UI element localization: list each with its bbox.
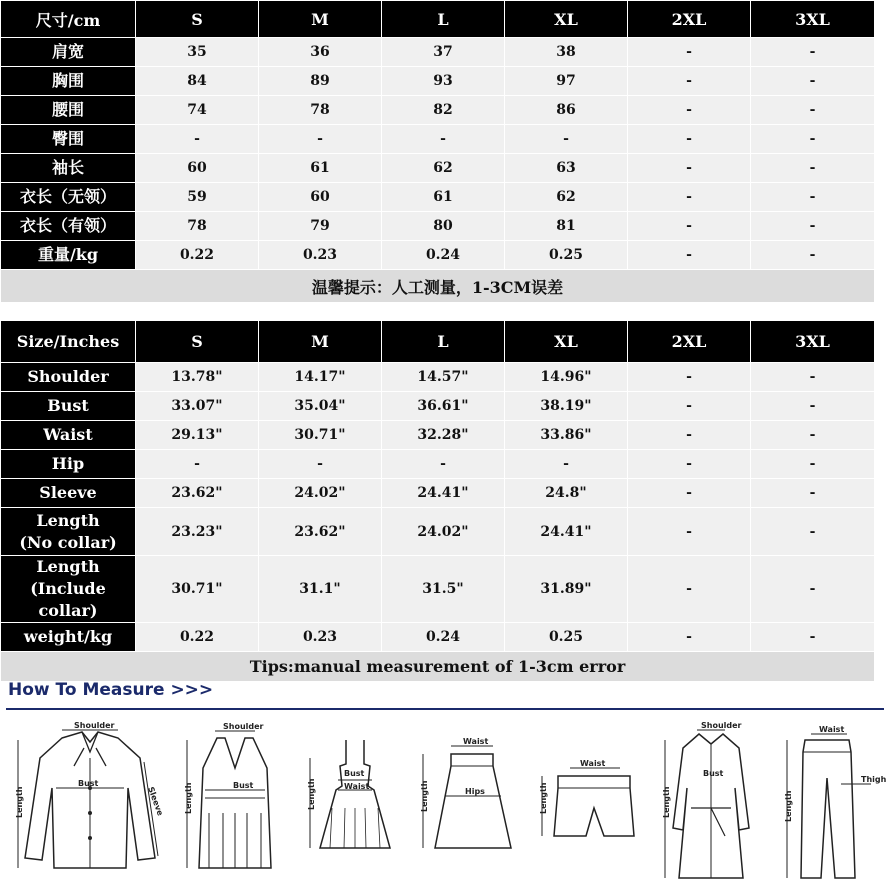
row-label: 重量/kg — [37, 245, 99, 264]
value-cell: - — [628, 392, 751, 421]
row-label-cell — [1, 363, 136, 392]
value-cell: 37 — [382, 38, 505, 67]
value-cell: - — [628, 241, 751, 270]
table-row — [1, 38, 875, 67]
value-cell: - — [751, 154, 875, 183]
pants-figure — [775, 718, 889, 888]
value-cell: 89 — [259, 67, 382, 96]
tip-text: Tips:manual measurement of 1-3cm error — [1, 652, 875, 682]
table-row — [1, 96, 875, 125]
table-row — [1, 154, 875, 183]
value-cell: 35.04" — [259, 392, 382, 421]
value-cell: - — [382, 125, 505, 154]
value-cell: - — [628, 421, 751, 450]
size-table-inches — [0, 320, 875, 682]
row-label: Shoulder — [27, 367, 109, 386]
value-cell: - — [751, 450, 875, 479]
table-row — [1, 241, 875, 270]
value-cell: 24.41" — [382, 479, 505, 508]
value-cell: 0.22 — [136, 241, 259, 270]
value-cell: 78 — [136, 212, 259, 241]
value-cell: 97 — [505, 67, 628, 96]
fig-label: Length — [307, 778, 316, 810]
row-label: weight/kg — [23, 627, 113, 646]
row-label-cell — [1, 38, 136, 67]
value-cell: - — [382, 450, 505, 479]
fig-label: Thigh — [861, 775, 887, 784]
header-size-cell: 2XL — [628, 1, 751, 38]
value-cell: - — [628, 154, 751, 183]
value-cell: 0.23 — [259, 241, 382, 270]
value-cell: 81 — [505, 212, 628, 241]
table-row — [1, 623, 875, 652]
value-cell: 36.61" — [382, 392, 505, 421]
value-cell: 62 — [505, 183, 628, 212]
row-label-cell — [1, 67, 136, 96]
value-cell: 35 — [136, 38, 259, 67]
value-cell: - — [628, 38, 751, 67]
value-cell: 30.71" — [259, 421, 382, 450]
value-cell: 0.24 — [382, 623, 505, 652]
row-label-cell — [1, 421, 136, 450]
value-cell: 63 — [505, 154, 628, 183]
value-cell: 86 — [505, 96, 628, 125]
row-label-cell — [1, 508, 136, 556]
value-cell: 31.5" — [382, 556, 505, 623]
value-cell: - — [751, 38, 875, 67]
value-cell: 31.89" — [505, 556, 628, 623]
value-cell: 84 — [136, 67, 259, 96]
row-label-sub: (No collar) — [19, 532, 117, 552]
row-label: 肩宽 — [51, 42, 84, 61]
table-header-row — [1, 321, 875, 363]
row-label-cell — [1, 556, 136, 623]
value-cell: 24.41" — [505, 508, 628, 556]
header-unit-cell: 尺寸/cm — [1, 1, 136, 38]
value-cell: - — [751, 479, 875, 508]
row-label-cell — [1, 623, 136, 652]
value-cell: 24.02" — [382, 508, 505, 556]
value-cell: 13.78" — [136, 363, 259, 392]
row-label: Hip — [51, 454, 85, 473]
table-row — [1, 479, 875, 508]
value-cell: - — [751, 96, 875, 125]
value-cell: 36 — [259, 38, 382, 67]
value-cell: - — [628, 450, 751, 479]
value-cell: - — [751, 421, 875, 450]
value-cell: - — [751, 623, 875, 652]
header-size-cell: L — [382, 1, 505, 38]
row-label: Sleeve — [39, 483, 97, 502]
row-label: Length — [36, 510, 100, 530]
value-cell: - — [751, 508, 875, 556]
row-label: 臀围 — [51, 129, 84, 148]
value-cell: 33.86" — [505, 421, 628, 450]
table-row — [1, 67, 875, 96]
tip-row — [1, 652, 875, 682]
value-cell: - — [259, 450, 382, 479]
header-size-cell: S — [136, 1, 259, 38]
value-cell: - — [751, 363, 875, 392]
row-label: 腰围 — [51, 100, 84, 119]
header-size-cell: M — [259, 1, 382, 38]
value-cell: 23.23" — [136, 508, 259, 556]
how-to-measure-divider — [6, 708, 884, 710]
value-cell: 23.62" — [259, 508, 382, 556]
size-table-cm — [0, 0, 875, 303]
dress-figure — [300, 718, 410, 883]
fig-label: Length — [420, 780, 429, 812]
value-cell: 74 — [136, 96, 259, 125]
shorts-figure — [530, 718, 650, 883]
value-cell: - — [628, 96, 751, 125]
value-cell: 38 — [505, 38, 628, 67]
coat-figure — [655, 718, 765, 888]
value-cell: - — [136, 125, 259, 154]
fig-label: Bust — [233, 781, 254, 790]
fig-label: Length — [15, 786, 24, 818]
table-row — [1, 508, 875, 556]
value-cell: 62 — [382, 154, 505, 183]
row-label-cell — [1, 241, 136, 270]
value-cell: - — [628, 556, 751, 623]
value-cell: - — [628, 67, 751, 96]
value-cell: 61 — [259, 154, 382, 183]
tank-top-figure — [175, 718, 295, 883]
row-label-sub: (Include collar) — [30, 579, 106, 620]
value-cell: - — [751, 125, 875, 154]
value-cell: - — [751, 212, 875, 241]
value-cell: - — [628, 125, 751, 154]
value-cell: 59 — [136, 183, 259, 212]
value-cell: 14.57" — [382, 363, 505, 392]
tip-row — [1, 270, 875, 303]
row-label-cell — [1, 450, 136, 479]
value-cell: 32.28" — [382, 421, 505, 450]
header-size-cell: 3XL — [751, 1, 875, 38]
fig-label: Shoulder — [74, 721, 115, 730]
value-cell: 30.71" — [136, 556, 259, 623]
value-cell: - — [505, 450, 628, 479]
value-cell: - — [628, 212, 751, 241]
row-label-cell — [1, 212, 136, 241]
value-cell: 14.96" — [505, 363, 628, 392]
value-cell: 29.13" — [136, 421, 259, 450]
row-label: Length — [36, 557, 100, 576]
row-label: 衣长（无领） — [19, 187, 116, 206]
row-label-cell — [1, 479, 136, 508]
table-row — [1, 556, 875, 623]
value-cell: - — [628, 183, 751, 212]
skirt-figure — [415, 718, 520, 883]
header-size-cell: L — [382, 321, 505, 363]
fig-label: Bust — [703, 769, 724, 778]
value-cell: 80 — [382, 212, 505, 241]
table-header-row — [1, 1, 875, 38]
fig-label: Waist — [819, 725, 845, 734]
row-label: 袖长 — [51, 158, 84, 177]
value-cell: 0.23 — [259, 623, 382, 652]
value-cell: - — [136, 450, 259, 479]
fig-label: Length — [784, 790, 793, 822]
row-label-cell — [1, 96, 136, 125]
value-cell: 0.22 — [136, 623, 259, 652]
header-size-cell: XL — [505, 321, 628, 363]
header-size-cell: M — [259, 321, 382, 363]
header-size-cell: S — [136, 321, 259, 363]
value-cell: 60 — [259, 183, 382, 212]
fig-label: Sleeve — [146, 785, 165, 817]
header-size-cell: 3XL — [751, 321, 875, 363]
row-label: Bust — [47, 396, 89, 415]
row-label: 衣长（有领） — [19, 216, 116, 235]
value-cell: - — [628, 508, 751, 556]
value-cell: - — [751, 392, 875, 421]
table-row — [1, 363, 875, 392]
fig-label: Shoulder — [223, 722, 264, 731]
value-cell: - — [628, 363, 751, 392]
value-cell: 0.24 — [382, 241, 505, 270]
value-cell: 31.1" — [259, 556, 382, 623]
fig-label: Hips — [465, 787, 485, 796]
value-cell: - — [259, 125, 382, 154]
fig-label: Shoulder — [701, 721, 742, 730]
value-cell: 79 — [259, 212, 382, 241]
value-cell: - — [751, 241, 875, 270]
row-label-cell — [1, 183, 136, 212]
value-cell: - — [505, 125, 628, 154]
value-cell: 24.8" — [505, 479, 628, 508]
fig-label: Waist — [344, 782, 370, 791]
blouse-figure — [10, 718, 170, 883]
table-row — [1, 183, 875, 212]
value-cell: 60 — [136, 154, 259, 183]
header-size-cell: 2XL — [628, 321, 751, 363]
row-label: 胸围 — [51, 71, 84, 90]
value-cell: 14.17" — [259, 363, 382, 392]
value-cell: 0.25 — [505, 623, 628, 652]
value-cell: 82 — [382, 96, 505, 125]
row-label-cell — [1, 392, 136, 421]
tip-text: 温馨提示：人工测量，1-3CM误差 — [1, 270, 875, 303]
table-row — [1, 125, 875, 154]
fig-label: Waist — [463, 737, 489, 746]
value-cell: - — [751, 183, 875, 212]
table-row — [1, 421, 875, 450]
fig-label: Bust — [344, 769, 365, 778]
table-row — [1, 450, 875, 479]
table-row — [1, 392, 875, 421]
fig-label: Length — [184, 782, 193, 814]
fig-label: Length — [539, 782, 548, 814]
row-label-cell — [1, 154, 136, 183]
value-cell: - — [628, 479, 751, 508]
row-label-cell — [1, 125, 136, 154]
value-cell: - — [751, 67, 875, 96]
how-to-measure-title: How To Measure >>> — [8, 680, 214, 700]
table-row — [1, 212, 875, 241]
header-unit-cell: Size/Inches — [1, 321, 136, 363]
value-cell: 24.02" — [259, 479, 382, 508]
value-cell: 61 — [382, 183, 505, 212]
fig-label: Waist — [580, 759, 606, 768]
value-cell: 78 — [259, 96, 382, 125]
value-cell: 23.62" — [136, 479, 259, 508]
value-cell: 38.19" — [505, 392, 628, 421]
value-cell: - — [628, 623, 751, 652]
value-cell: 33.07" — [136, 392, 259, 421]
fig-label: Length — [662, 786, 671, 818]
value-cell: 0.25 — [505, 241, 628, 270]
value-cell: - — [751, 556, 875, 623]
header-size-cell: XL — [505, 1, 628, 38]
row-label: Waist — [43, 425, 93, 444]
fig-label: Bust — [78, 779, 99, 788]
value-cell: 93 — [382, 67, 505, 96]
